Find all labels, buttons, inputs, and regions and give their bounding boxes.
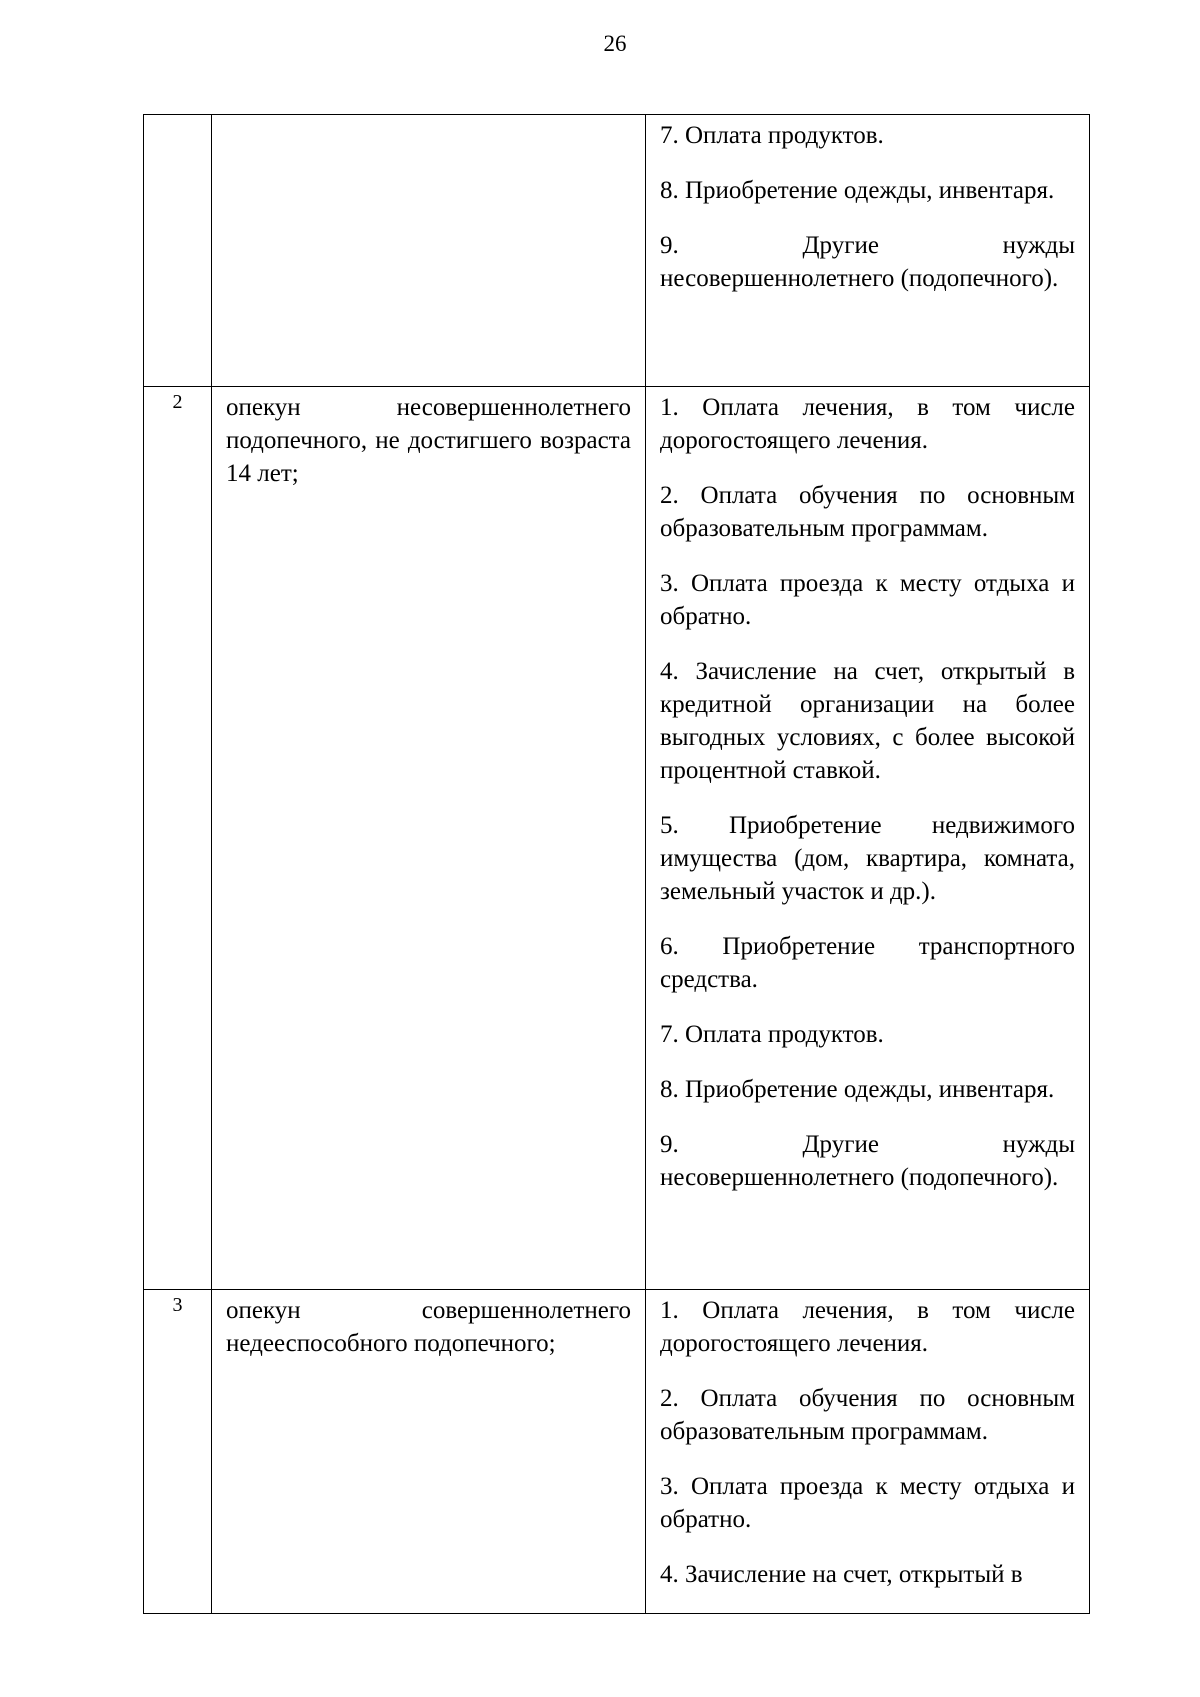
list-item: 4. Зачисление на счет, открытый в [660,1561,1023,1588]
list-item: 5. Приобретение недвижимого имущества (дом, квартира, комната, земельный участок и др.). [660,812,1075,905]
subject-cell [212,115,646,387]
items-cell [646,115,1090,387]
guardianship-expenses-table [143,114,1090,1614]
list-item: 7. Оплата продуктов. [660,122,884,149]
subject-cell [212,1290,646,1614]
row-number-cell: 3 [144,1290,212,1614]
list-item: 8. Приобретение одежды, инвентаря. [660,1076,1055,1103]
list-item: 9. Другие нужды несовершеннолетнего (подопечного). [660,232,1075,292]
page-number: 26 [603,31,627,56]
table-row [144,115,1090,387]
list-item: 9. Другие нужды несовершеннолетнего (подопечного). [660,1131,1075,1191]
row-number-cell [144,115,212,387]
row-number-cell: 2 [144,387,212,1290]
subject-text: опекун несовершеннолетнего подопечного, не достигшего возраста 14 лет; [226,394,631,487]
list-item: 1. Оплата лечения, в том числе дорогостоящего лечения. [660,394,1075,454]
list-item: 7. Оплата продуктов. [660,1021,884,1048]
list-item: 4. Зачисление на счет, открытый в кредитной организации на более выгодных условиях, с более высокой процентной ставкой. [660,658,1075,784]
subject-text: опекун совершеннолетнего недееспособного подопечного; [226,1297,631,1357]
list-item: 3. Оплата проезда к месту отдыха и обратно. [660,1473,1075,1533]
list-item: 2. Оплата обучения по основным образовательным программам. [660,1385,1075,1445]
list-item: 3. Оплата проезда к месту отдыха и обратно. [660,570,1075,630]
table-row [144,1290,1090,1614]
items-cell [646,387,1090,1290]
list-item: 2. Оплата обучения по основным образовательным программам. [660,482,1075,542]
table-row [144,387,1090,1290]
subject-cell [212,387,646,1290]
list-item: 6. Приобретение транспортного средства. [660,933,1075,993]
list-item: 1. Оплата лечения, в том числе дорогостоящего лечения. [660,1297,1075,1357]
list-item: 8. Приобретение одежды, инвентаря. [660,177,1055,204]
items-cell [646,1290,1090,1614]
